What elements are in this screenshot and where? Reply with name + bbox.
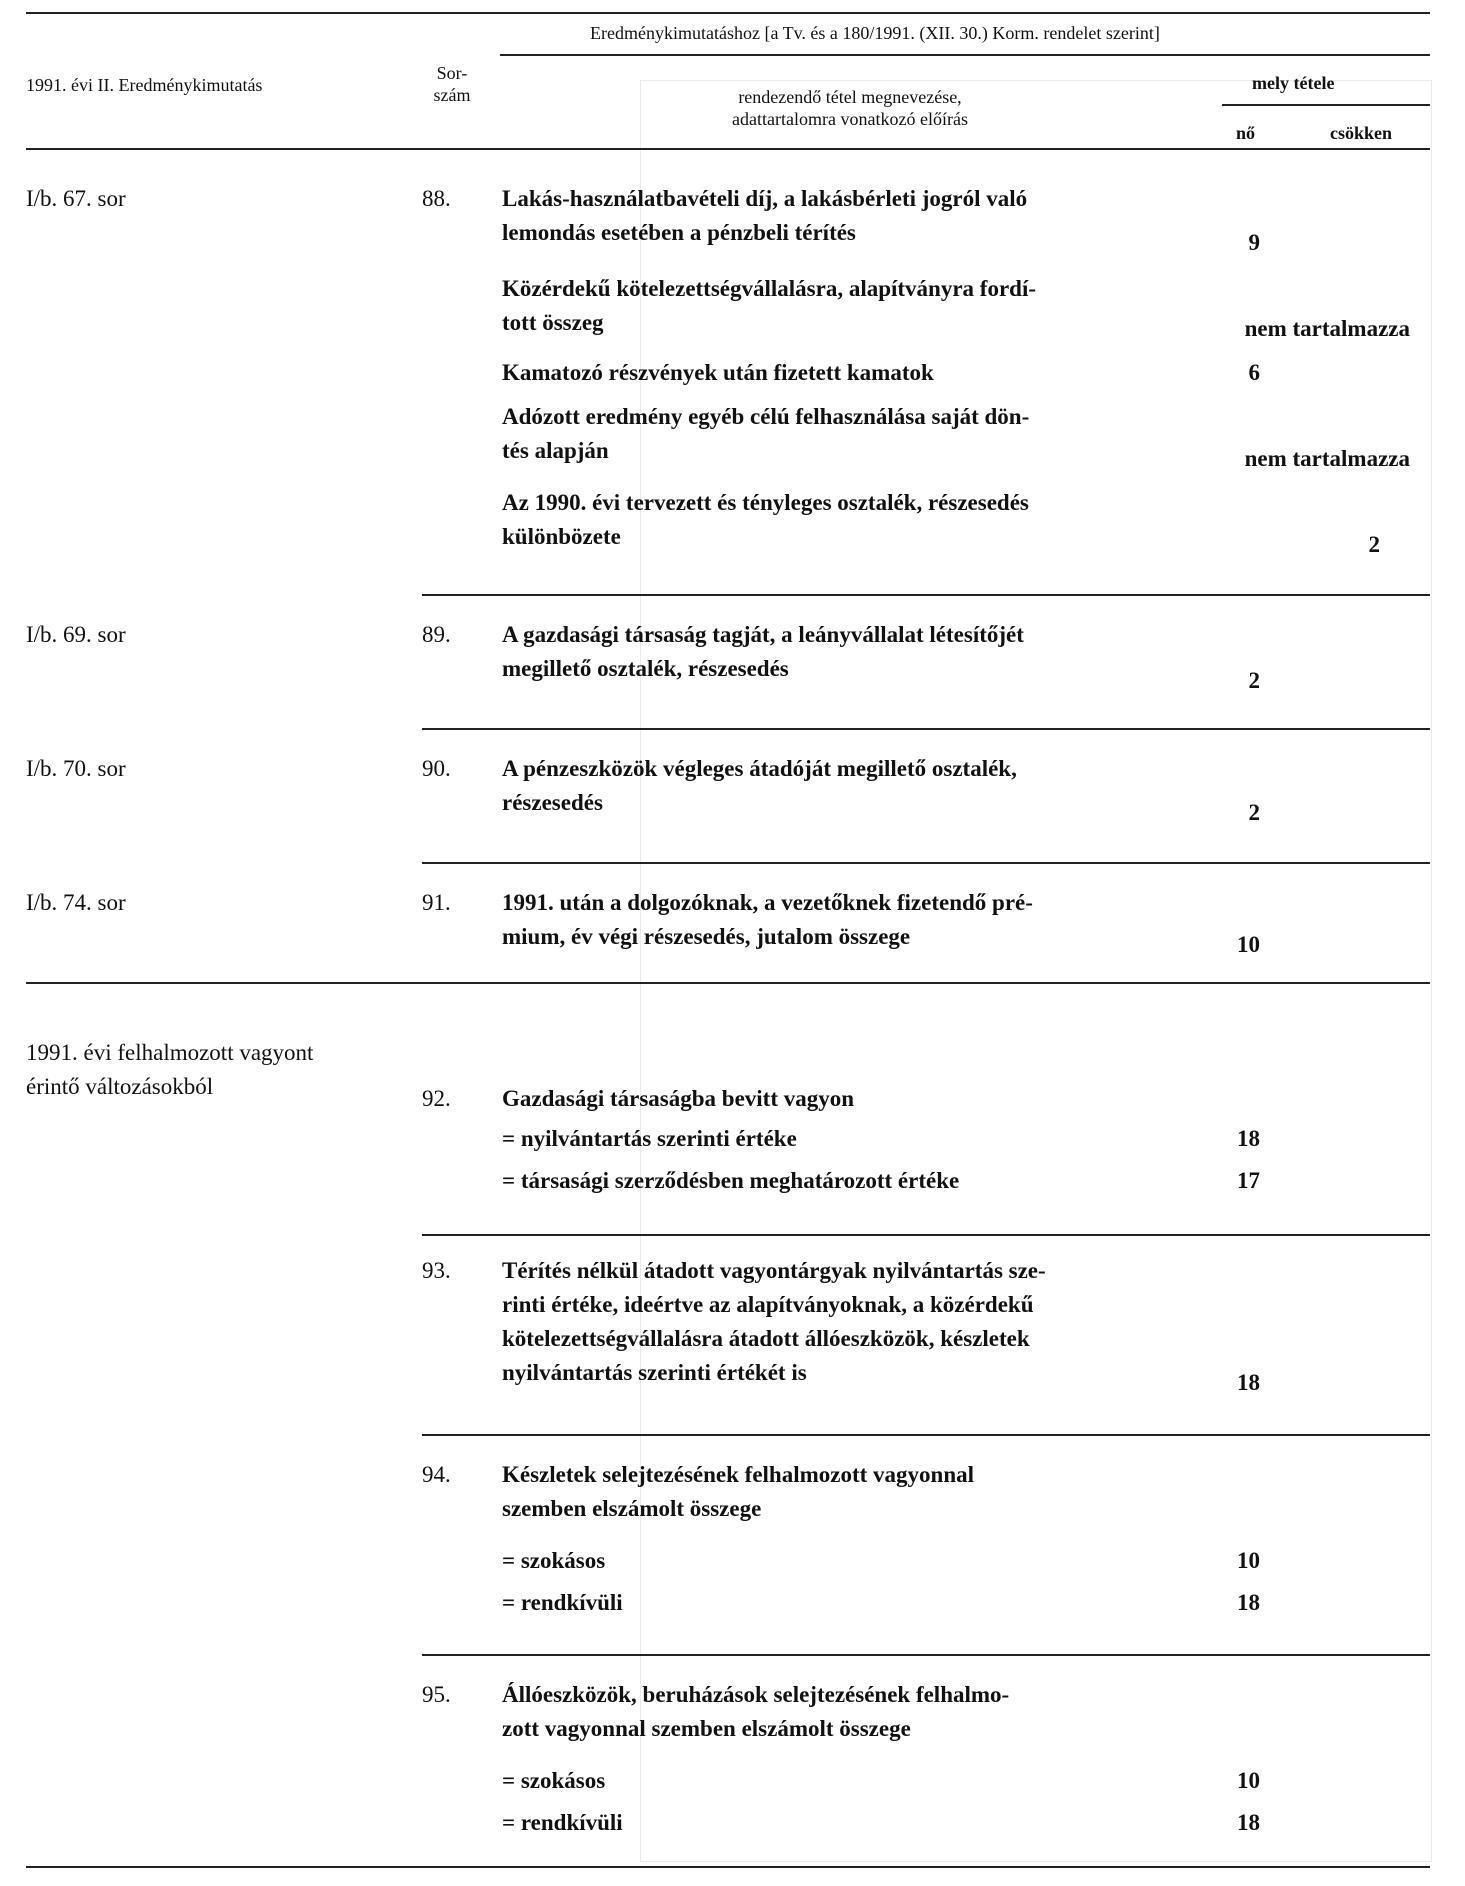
entry-line: nyilvántartás szerinti értékét is: [502, 1360, 807, 1385]
top-rule: [26, 12, 1430, 14]
row-rule: [422, 1234, 1430, 1236]
entry-line: = szokásos: [502, 1548, 606, 1573]
entry-line: zott vagyonnal szemben elszámolt összege: [502, 1716, 911, 1741]
entry-line: Adózott eredmény egyéb célú felhasználása saját dön-: [502, 404, 1030, 429]
entry-line: részesedés: [502, 790, 603, 815]
entry-line: szemben elszámolt összege: [502, 1496, 762, 1521]
row-rule: [422, 1654, 1430, 1656]
increase-value: 10: [1237, 1768, 1260, 1793]
entry-line: különbözete: [502, 524, 621, 549]
header-bottom-rule: [26, 148, 1430, 150]
header-subrule-2: [1222, 104, 1430, 106]
entry-line: Állóeszközök, beruházások selejtezésének felhalmo-: [502, 1682, 1010, 1707]
entry-line: = rendkívüli: [502, 1810, 623, 1835]
row-ref: I/b. 67. sor: [26, 186, 126, 211]
row-number: 95.: [422, 1682, 451, 1707]
increase-value: 10: [1237, 932, 1260, 957]
increase-value: 17: [1237, 1168, 1260, 1193]
header-col-no-2: szám: [433, 85, 471, 105]
header-col-no-1: Sor-: [436, 63, 468, 83]
entry-line: = rendkívüli: [502, 1590, 623, 1615]
decrease-value: 2: [1368, 532, 1380, 557]
entry-line: tott összeg: [502, 310, 604, 335]
entry-line: Készletek selejtezésének felhalmozott vagyonnal: [502, 1462, 975, 1487]
row-rule: [422, 594, 1430, 596]
header-col-increase: nő: [1236, 123, 1256, 143]
entry-line: mium, év végi részesedés, jutalom összege: [502, 924, 911, 949]
row-ref: I/b. 69. sor: [26, 622, 126, 647]
row-number: 89.: [422, 622, 451, 647]
entry-line: tés alapján: [502, 438, 609, 463]
entry-line: Kamatozó részvények után fizetett kamatok: [502, 360, 934, 385]
header-subrule-1: [500, 54, 1430, 56]
row-number: 88.: [422, 186, 451, 211]
row-number: 93.: [422, 1258, 451, 1283]
row-number: 92.: [422, 1086, 451, 1111]
header-col-desc-1: rendezendő tétel megnevezése,: [738, 87, 962, 107]
entry-line: = társasági szerződésben meghatározott értéke: [502, 1168, 960, 1193]
entry-line: Gazdasági társaságba bevitt vagyon: [502, 1086, 855, 1111]
entry-line: Közérdekű kötelezettségvállalásra, alapítványra fordí-: [502, 276, 1037, 301]
entry-line: Az 1990. évi tervezett és tényleges osztalék, részesedés: [502, 490, 1029, 515]
entry-line: Lakás-használatbavételi díj, a lakásbérleti jogról való: [502, 186, 1028, 211]
row-number: 94.: [422, 1462, 451, 1487]
section-rule: [26, 982, 1430, 984]
row-ref: érintő változásokból: [26, 1074, 214, 1099]
row-ref: I/b. 70. sor: [26, 756, 126, 781]
entry-line: A pénzeszközök végleges átadóját megillető osztalék,: [502, 756, 1017, 781]
entry-line: rinti értéke, ideértve az alapítványoknak, a közérdekű: [502, 1292, 1034, 1317]
note-value: nem tartalmazza: [1244, 316, 1410, 341]
increase-value: 18: [1237, 1126, 1260, 1151]
row-ref: 1991. évi felhalmozott vagyont: [26, 1040, 314, 1065]
row-number: 91.: [422, 890, 451, 915]
row-rule: [422, 1434, 1430, 1436]
increase-value: 18: [1237, 1590, 1260, 1615]
row-rule: [422, 862, 1430, 864]
entry-line: Térítés nélkül átadott vagyontárgyak nyilvántartás sze-: [502, 1258, 1046, 1283]
header-col-statement: 1991. évi II. Eredménykimutatás: [26, 75, 263, 95]
note-value: nem tartalmazza: [1244, 446, 1410, 471]
entry-line: lemondás esetében a pénzbeli térítés: [502, 220, 856, 245]
increase-value: 18: [1237, 1810, 1260, 1835]
increase-value: 6: [1248, 360, 1260, 385]
entry-line: 1991. után a dolgozóknak, a vezetőknek fizetendő pré-: [502, 890, 1033, 915]
header-col-decrease: csökken: [1330, 123, 1393, 143]
header-col-desc-2: adattartalomra vonatkozó előírás: [732, 109, 968, 129]
increase-value: 18: [1237, 1370, 1260, 1395]
entry-line: = szokásos: [502, 1768, 606, 1793]
increase-value: 10: [1237, 1548, 1260, 1573]
row-ref: I/b. 74. sor: [26, 890, 126, 915]
bottom-rule: [26, 1866, 1430, 1868]
entry-line: kötelezettségvállalásra átadott állóeszközök, készletek: [502, 1326, 1030, 1351]
entry-line: A gazdasági társaság tagját, a leányvállalat létesítőjét: [502, 622, 1024, 647]
row-number: 90.: [422, 756, 451, 781]
increase-value: 2: [1248, 668, 1260, 693]
increase-value: 9: [1248, 230, 1260, 255]
header-top-title: Eredménykimutatáshoz [a Tv. és a 180/1991. (XII. 30.) Korm. rendelet szerint]: [590, 23, 1160, 43]
entry-line: megillető osztalék, részesedés: [502, 656, 789, 681]
entry-line: = nyilvántartás szerinti értéke: [502, 1126, 797, 1151]
increase-value: 2: [1248, 800, 1260, 825]
header-col-item: mely tétele: [1252, 73, 1335, 93]
row-rule: [422, 728, 1430, 730]
